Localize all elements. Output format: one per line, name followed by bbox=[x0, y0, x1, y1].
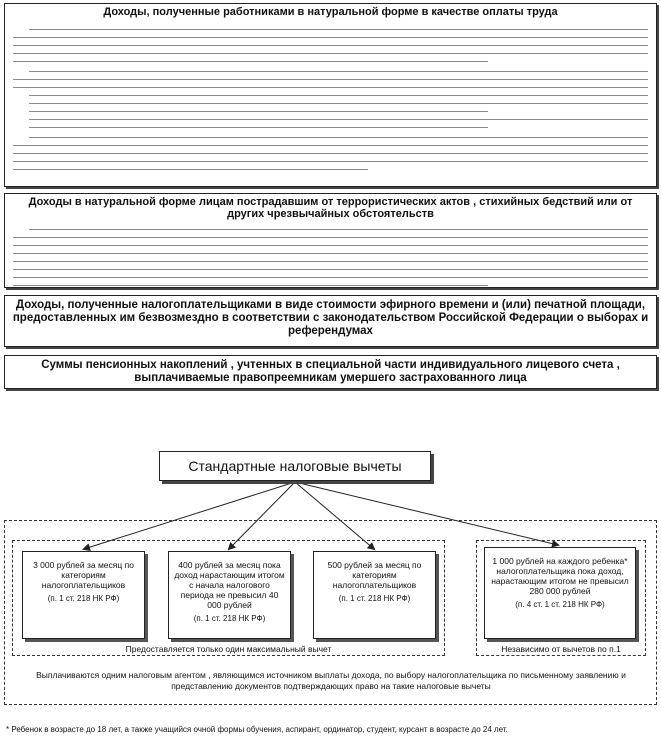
panel-title: Доходы, полученные работниками в натуральной форме в качестве оплаты труда bbox=[103, 6, 558, 18]
deduction-box-1000-child bbox=[484, 547, 636, 639]
panel-title: Доходы, полученные налогоплательщиками в виде стоимости эфирного времени и (или) печатной площади, предоставленных им безвозмездно в соответствии с законодательством Российской Федерации о выборах и референдумах bbox=[12, 299, 649, 337]
deduction-amount: 1 000 рублей на каждого ребенка* налогоплательщика пока доход, нарастающим итогом не превысил 280 000 рублей bbox=[491, 556, 629, 596]
deduction-box-3000 bbox=[22, 551, 145, 639]
deduction-reference: (п. 1 ст. 218 НК РФ) bbox=[47, 594, 120, 603]
deduction-amount: 500 рублей за месяц по категориям налогоплательщиков bbox=[327, 560, 422, 590]
deduction-reference: (п. 1 ст. 218 НК РФ) bbox=[193, 614, 266, 623]
deduction-reference: (п. 4 ст. 1 ст. 218 НК РФ) bbox=[515, 600, 605, 609]
panel-title: Доходы в натуральной форме лицам пострадавшим от террористических актов , стихийных бедствий или от других чрезвычайных обстоятельств bbox=[28, 196, 633, 220]
independent-deduction-label: Независимо от вычетов по п.1 bbox=[501, 644, 621, 654]
deduction-box-400 bbox=[168, 551, 291, 639]
deduction-box-500 bbox=[313, 551, 436, 639]
deduction-amount: 400 рублей за месяц пока доход нарастающим итогом с начала налогового периода не превысил 40 000 рублей bbox=[174, 560, 285, 610]
standard-deductions-title: Стандартные налоговые вычеты bbox=[159, 451, 431, 481]
max-one-deduction-label: Предоставляется только один максимальный вычет bbox=[125, 644, 332, 654]
panel-title: Суммы пенсионных накоплений , учтенных в специальной части индивидуального лицевого счета , выплачиваемые правопреемникам умершего застрахованного лица bbox=[41, 359, 620, 384]
tax-agent-note: Выплачиваются одним налоговым агентом , являющимся источником выплаты дохода, по выбору налогоплательщика по письменному заявлению и представлению документов подтверждающих право на такие налоговые вычеты bbox=[36, 670, 626, 691]
deduction-reference: (п. 1 ст. 218 НК РФ) bbox=[338, 594, 411, 603]
child-footnote: * Ребенок в возрасте до 18 лет, а также учащийся очной формы обучения, аспирант, ординатор, студент, курсант в возрасте до 24 лет. bbox=[6, 725, 508, 734]
deduction-amount: 3 000 рублей за месяц по категориям налогоплательщиков bbox=[33, 560, 134, 590]
